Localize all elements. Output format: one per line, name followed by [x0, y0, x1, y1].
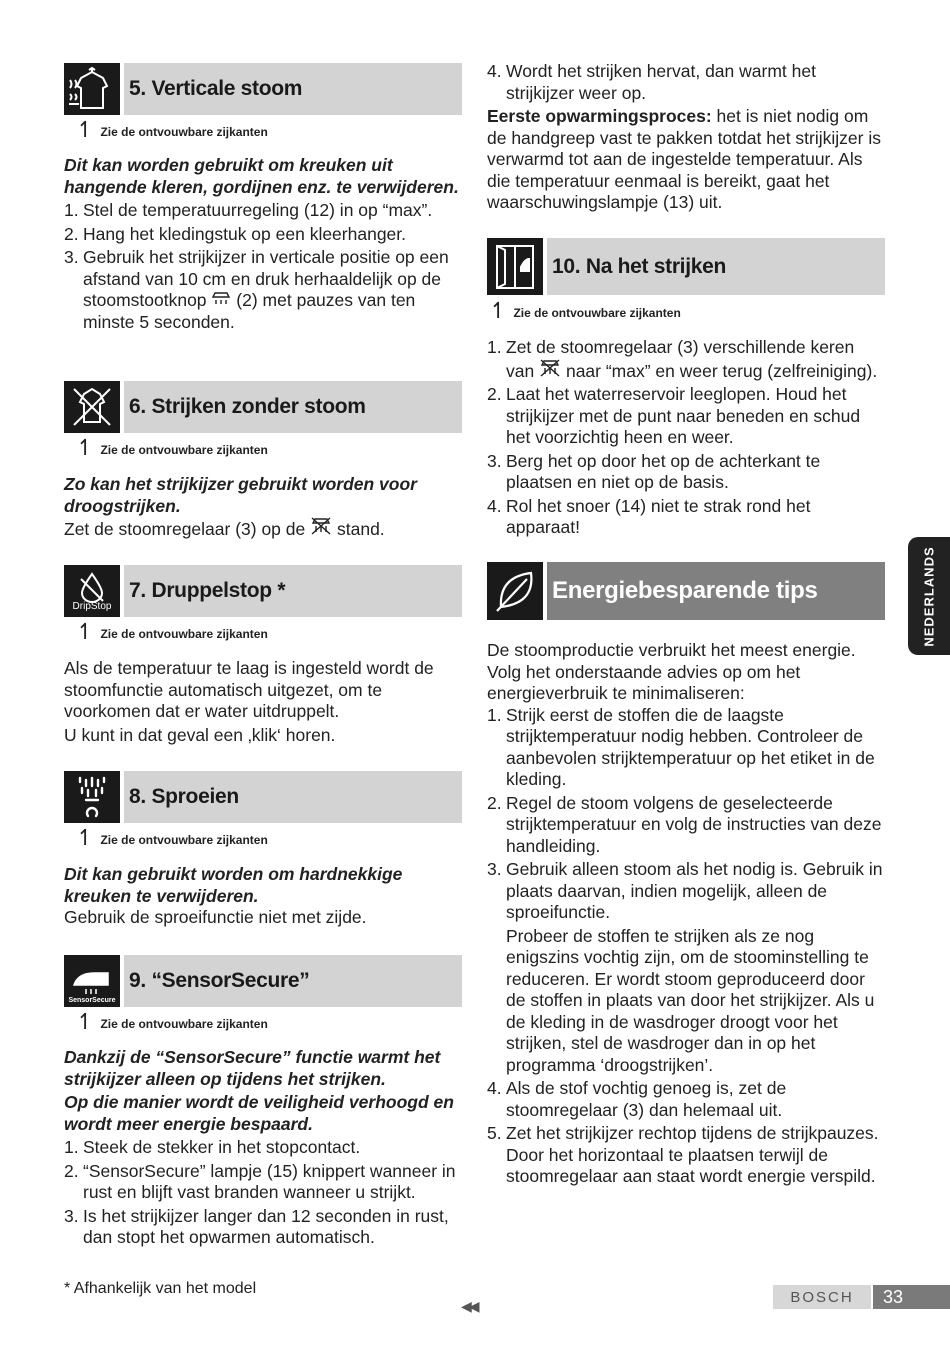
dripstop-label: DripStop [72, 600, 112, 612]
list-item: 2. Laat het waterreservoir leeglopen. Houd het strijkijzer met de punt naar beneden en schud het voorzichtig heen en weer. [487, 384, 861, 447]
list-item: 3. Gebruik alleen stoom als het nodig is. Gebruik in plaats daarvan, indien mogelijk, alleen de sproeifunctie. Probeer de stoffen te strijken als ze nog enigszins vochtig zijn, om de stoominstelling te reduceren. Er wordt stoom geproduceerd door de stoffen in plaats van door het strijkijzer. Als u de kleding in de wasdroger droogt voor het strijken, stel de wasdroger dan in op het programma ‘droogstrijken’. [487, 859, 883, 1075]
list-item: 4. Rol het snoer (14) niet te strak rond het apparaat! [487, 495, 811, 537]
list-item: 2. Hang het kledingstuk op een kleerhanger. [64, 223, 407, 244]
section-8-body [64, 864, 460, 929]
section-8-title: 8. Sproeien [124, 771, 462, 823]
energy-body [487, 640, 885, 1190]
section-9-intro1: Dankzij de “SensorSecure” functie warmt het strijkijzer alleen op tijdens het strijken. [64, 1047, 441, 1089]
list-item: 2. “SensorSecure” lampje (15) knippert wanneer in rust en blijft vast branden wanneer u strijkt. [64, 1160, 456, 1202]
section-5-header [64, 63, 462, 115]
section-10-header [487, 238, 885, 295]
up-arrow-icon: ↿ [489, 298, 508, 323]
section-8-intro: Dit kan gebruikt worden om hardnekkige kreuken te verwijderen. [64, 864, 403, 906]
list-item: 5. Zet het strijkijzer rechtop tijdens de strijkpauzes. Door het horizontaal te plaatsen terwijl de stoomregelaar aan staat wordt energie verspild. [487, 1123, 879, 1186]
up-arrow-icon: ↿ [76, 825, 95, 850]
up-arrow-icon: ↿ [76, 619, 95, 644]
list-item: 1. Stel de temperatuurregeling (12) in op “max”. [64, 200, 433, 220]
up-arrow-icon: ↿ [76, 1009, 95, 1034]
storage-cabinet-icon [487, 238, 543, 295]
list-item: 4. Wordt het strijken hervat, dan warmt het strijkijzer weer op. [487, 61, 816, 103]
up-arrow-icon: ↿ [76, 117, 95, 142]
heating-section [487, 61, 885, 214]
up-arrow-icon: ↿ [76, 435, 95, 460]
no-steam-symbol-icon [310, 519, 332, 539]
fold-reference: ↿ Zie de ontvouwbare zijkanten [76, 435, 268, 460]
section-6-body [64, 474, 460, 541]
section-9-intro2: Op die manier wordt de veiligheid verhoogd en wordt meer energie bespaard. [64, 1092, 454, 1134]
section-5-title: 5. Verticale stoom [124, 63, 462, 115]
heating-paragraph: Eerste opwarmingsproces: het is niet nodig om de handgreep vast te pakken totdat het strijkijzer is verwarmd tot aan de ingestelde temperatuur. Als die temperatuur eenmaal is bereikt, gaat het waarschuwingslampje (13) uit. [487, 106, 881, 212]
section-6-header [64, 381, 462, 433]
section-9-body [64, 1047, 462, 1251]
section-6-title: 6. Strijken zonder stoom [124, 381, 462, 433]
energy-header [487, 562, 885, 620]
list-item: 1. Zet de stoomregelaar (3) verschillende keren van naar “max” en weer terug (zelfreiniging). [487, 337, 878, 381]
section-9-title: 9. “SensorSecure” [124, 955, 462, 1007]
page-nav-icon: ◀◀ [461, 1298, 477, 1314]
section-8-header [64, 771, 462, 823]
fold-reference: ↿ Zie de ontvouwbare zijkanten [76, 825, 268, 850]
fold-reference: ↿ Zie de ontvouwbare zijkanten [76, 619, 268, 644]
steam-burst-icon [211, 290, 231, 310]
section-9-header [64, 955, 462, 1007]
section-10-title: 10. Na het strijken [547, 238, 885, 295]
list-item: 3. Is het strijkijzer langer dan 12 seconden in rust, dan stopt het opwarmen automatisch. [64, 1205, 449, 1247]
leaf-icon [487, 562, 543, 620]
sensorsecure-label: SensorSecure [68, 997, 116, 1004]
section-7-header [64, 565, 462, 617]
language-tab [908, 537, 950, 655]
energy-intro: De stoomproductie verbruikt het meest energie. Volg het onderstaande advies op om het energieverbruik te minimaliseren: [487, 640, 856, 703]
section-7-p1: Als de temperatuur te laag is ingesteld wordt de stoomfunctie automatisch uitgezet, om te voorkomen dat er water uitdruppelt. [64, 658, 434, 721]
spray-icon [64, 771, 120, 823]
section-10-body [487, 337, 885, 541]
language-label: NEDERLANDS [921, 545, 937, 647]
section-8-text: Gebruik de sproeifunctie niet met zijde. [64, 907, 367, 927]
fold-reference: ↿ Zie de ontvouwbare zijkanten [489, 298, 681, 323]
no-steam-icon [64, 381, 120, 433]
no-steam-symbol-icon [539, 361, 561, 381]
list-item: 3. Berg het op door het op de achterkant te plaatsen en niet op de basis. [487, 450, 821, 492]
list-item: 1. Strijk eerst de stoffen die de laagste strijktemperatuur nodig hebben. Controleer de aanbevolen strijktemperatuur op het etiket in de kleding. [487, 704, 875, 789]
energy-title: Energiebesparende tips [547, 562, 885, 620]
vertical-steam-icon [64, 63, 120, 115]
list-item: 1. Steek de stekker in het stopcontact. [64, 1137, 361, 1157]
list-item: 2. Regel de stoom volgens de geselecteerde strijktemperatuur en volg de instructies van deze handleiding. [487, 792, 882, 856]
fold-reference: ↿ Zie de ontvouwbare zijkanten [76, 117, 268, 142]
footnote: * Afhankelijk van het model [64, 1280, 257, 1297]
section-7-title: 7. Druppelstop * [124, 565, 462, 617]
sensorsecure-icon [64, 955, 120, 1007]
section-5-intro: Dit kan worden gebruikt om kreuken uit hangende kleren, gordijnen enz. te verwijderen. [64, 155, 459, 197]
brand-label: BOSCH [773, 1285, 871, 1309]
fold-reference: ↿ Zie de ontvouwbare zijkanten [76, 1009, 268, 1034]
dripstop-icon [64, 565, 120, 617]
section-5-body [64, 155, 460, 335]
list-item: 3. Gebruik het strijkijzer in verticale positie op een afstand van 10 cm en druk herhaaldelijk op de stoomstootknop (2) met pauzes van ten minste 5 seconden. [64, 247, 449, 332]
section-6-intro: Zo kan het strijkijzer gebruikt worden voor droogstrijken. [64, 474, 417, 516]
section-6-text: Zet de stoomregelaar (3) op de stand. [64, 519, 385, 539]
page-number: 33 [873, 1285, 950, 1309]
list-item: 4. Als de stof vochtig genoeg is, zet de stoomregelaar (3) dan helemaal uit. [487, 1078, 787, 1120]
section-7-p2: U kunt in dat geval een ‚klik‘ horen. [64, 724, 336, 745]
section-7-body [64, 658, 460, 746]
